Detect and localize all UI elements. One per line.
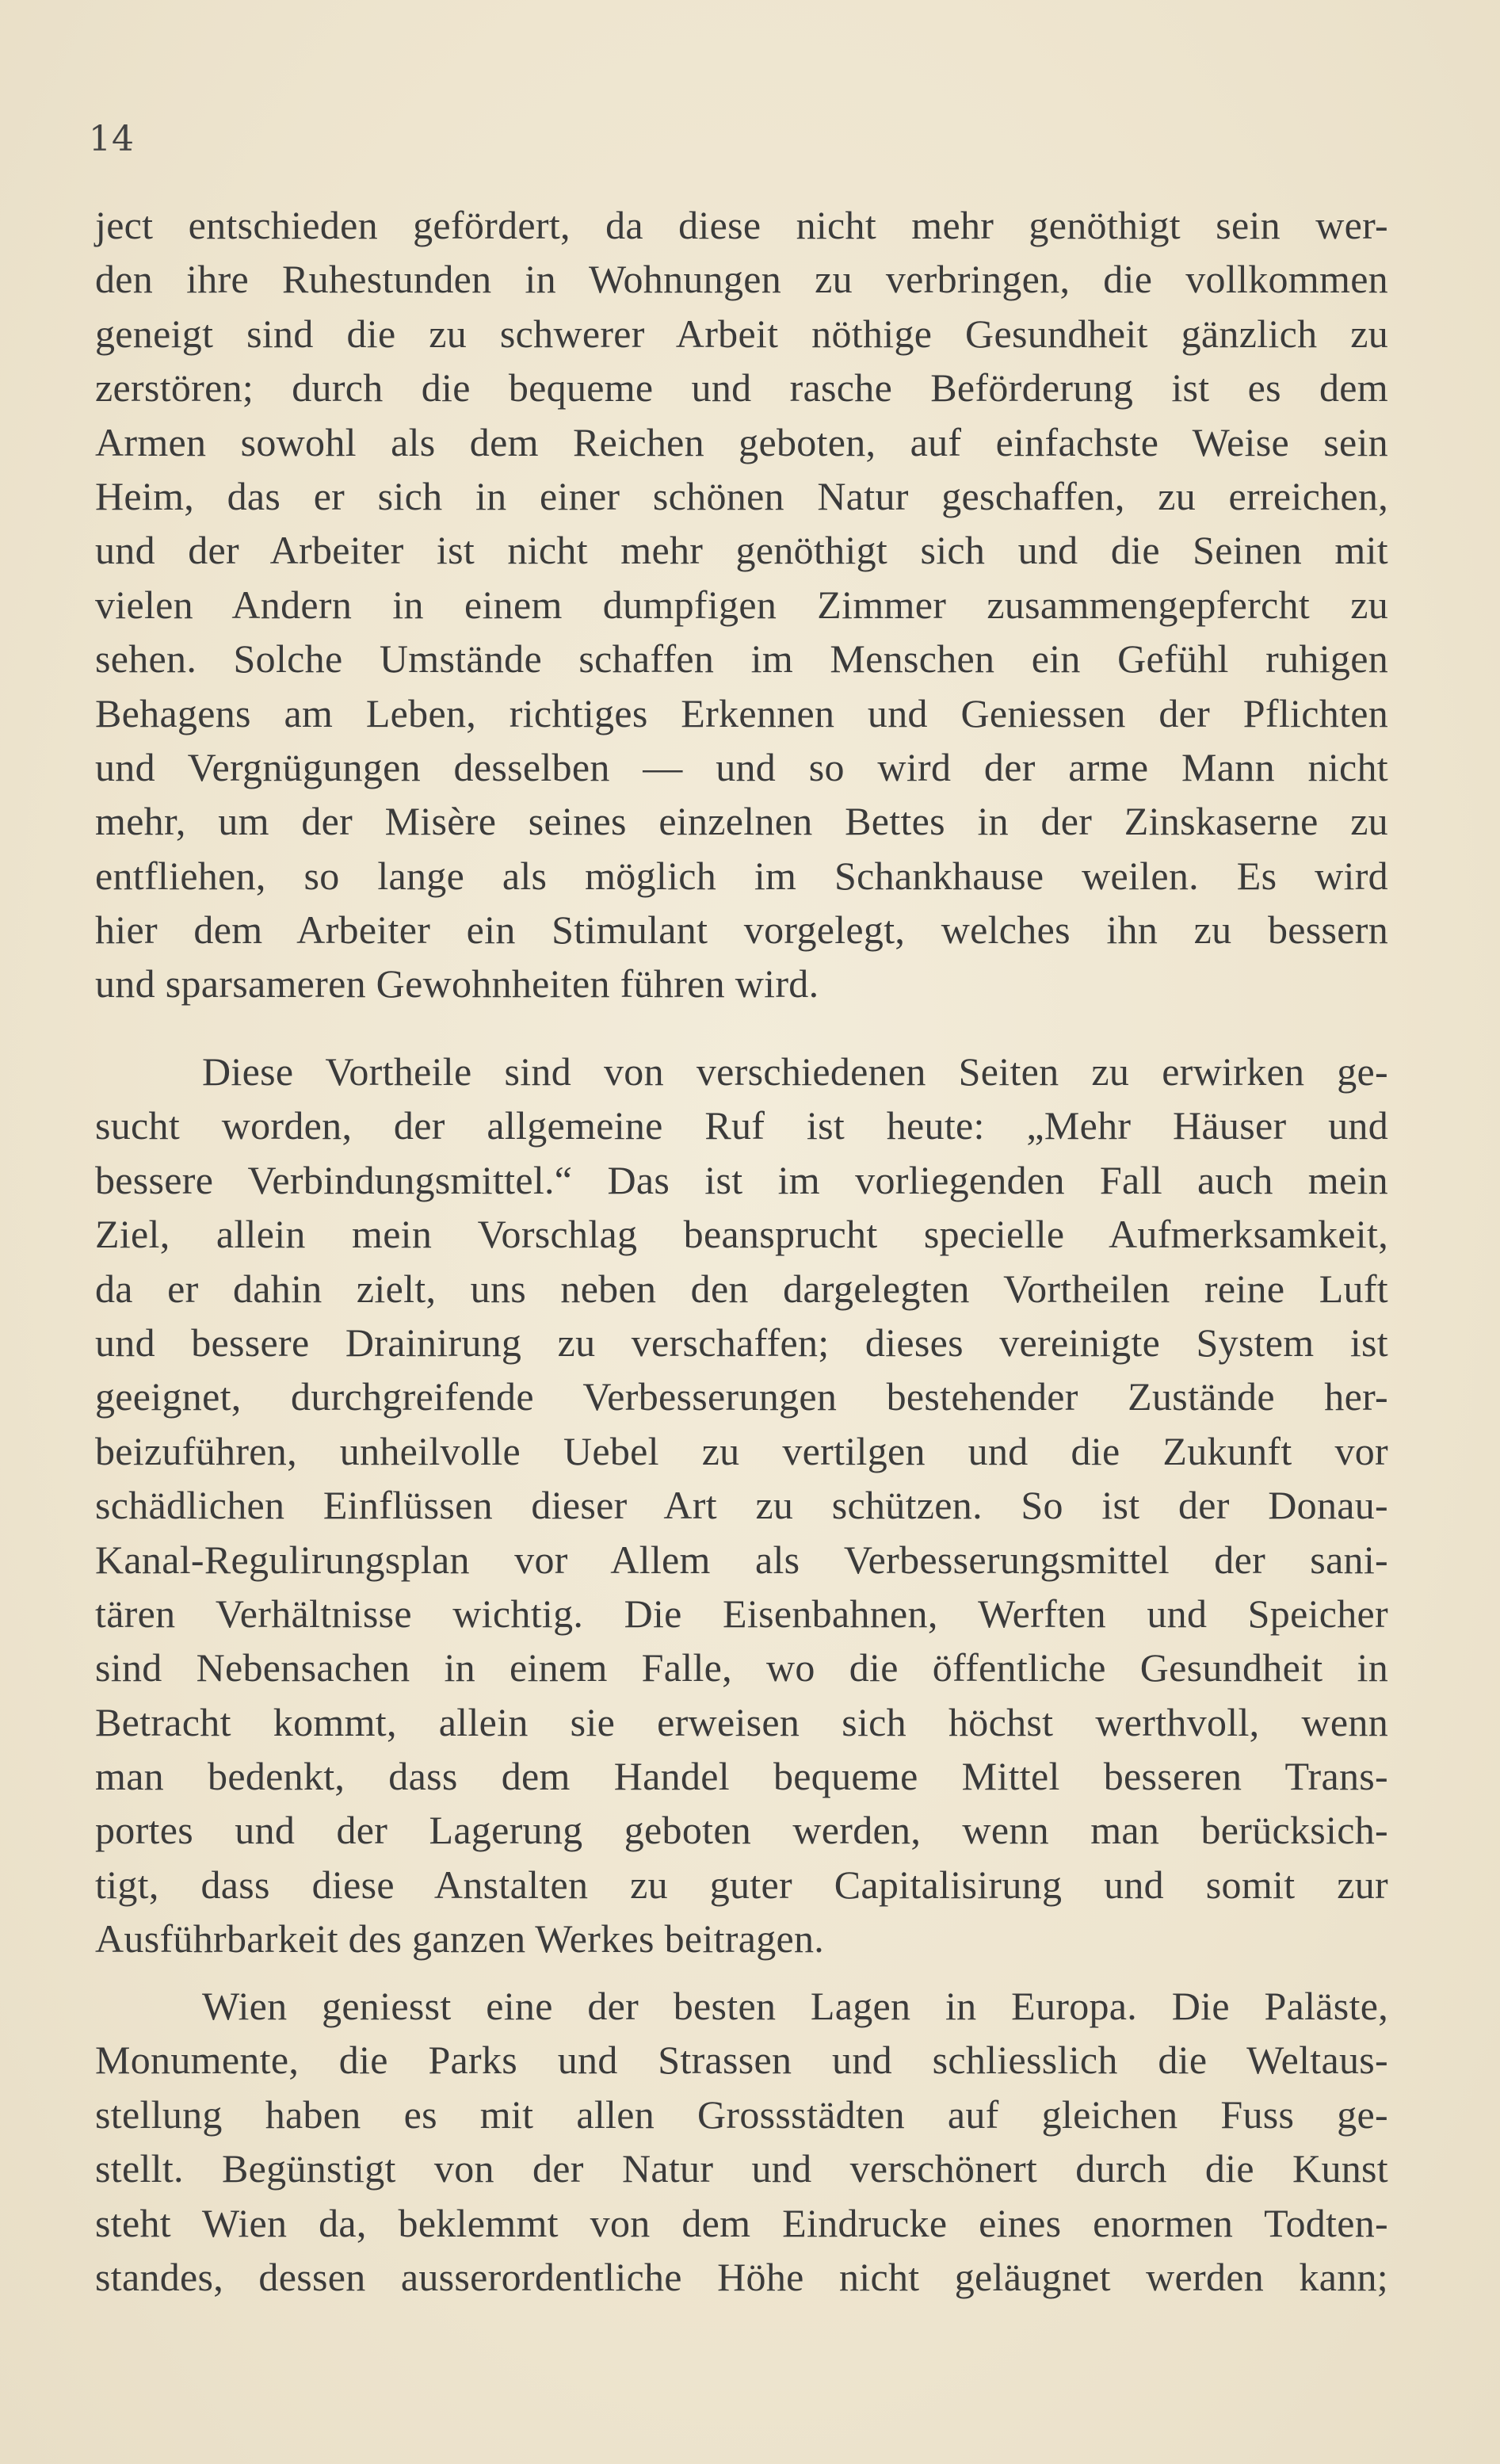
text-line: steht Wien da, beklemmt von dem Eindrucke eines enormen Todten- [95,2200,1388,2245]
text-line: und Vergnügungen desselben — und so wird der arme Mann nicht [95,744,1388,789]
paragraph-1 [95,198,1388,1011]
text-line: Armen sowohl als dem Reichen geboten, auf einfachste Weise sein [95,419,1388,464]
text-line: Heim, das er sich in einer schönen Natur geschaffen, zu erreichen, [95,473,1388,518]
page-number: 14 [89,119,135,159]
text-line: Ziel, allein mein Vorschlag beansprucht specielle Aufmerksamkeit, [95,1212,1388,1257]
text-line: zerstören; durch die bequeme und rasche Beförderung ist es dem [95,365,1388,411]
text-line: da er dahin zielt, uns neben den dargelegten Vortheilen reine Luft [95,1266,1388,1311]
text-line: Kanal-Regulirungsplan vor Allem als Verbesserungsmittel der sani- [95,1537,1388,1582]
text-line: man bedenkt, dass dem Handel bequeme Mittel besseren Trans- [95,1754,1388,1799]
text-line: tären Verhältnisse wichtig. Die Eisenbahnen, Werften und Speicher [95,1591,1388,1636]
text-line: bessere Verbindungsmittel.“ Das ist im vorliegenden Fall auch mein [95,1157,1388,1202]
text-line: tigt, dass diese Anstalten zu guter Capitalisirung und somit zur [95,1862,1388,1907]
paragraph-3 [95,1979,1388,2304]
text-line: Diese Vortheile sind von verschiedenen Seiten zu erwirken ge- [202,1049,1388,1094]
text-line: geneigt sind die zu schwerer Arbeit nöthige Gesundheit gänzlich zu [95,311,1388,356]
text-line: und bessere Drainirung zu verschaffen; dieses vereinigte System ist [95,1320,1388,1365]
text-line: standes, dessen ausserordentliche Höhe nicht geläugnet werden kann; [95,2254,1388,2299]
text-line: Betracht kommt, allein sie erweisen sich höchst werthvoll, wenn [95,1699,1388,1744]
text-line: ject entschieden gefördert, da diese nicht mehr genöthigt sein wer- [95,203,1388,247]
text-line: sucht worden, der allgemeine Ruf ist heute: „Mehr Häuser und [95,1103,1388,1148]
text-line: geeignet, durchgreifende Verbesserungen bestehender Zustände her- [95,1374,1388,1419]
text-line: vielen Andern in einem dumpfigen Zimmer zusammengepfercht zu [95,582,1388,627]
text-line: hier dem Arbeiter ein Stimulant vorgelegt, welches ihn zu bessern [95,907,1388,953]
text-line: und der Arbeiter ist nicht mehr genöthigt sich und die Seinen mit [95,528,1388,573]
text-line: den ihre Ruhestunden in Wohnungen zu verbringen, die vollkommen [95,257,1388,302]
text-line: sind Nebensachen in einem Falle, wo die öffentliche Gesundheit in [95,1645,1388,1690]
text-line: Monumente, die Parks und Strassen und schliesslich die Weltaus- [95,2038,1388,2083]
paragraph-2 [95,1045,1388,1966]
text-line: stellt. Begünstigt von der Natur und verschönert durch die Kunst [95,2146,1388,2191]
text-line: sehen. Solche Umstände schaffen im Menschen ein Gefühl ruhigen [95,636,1388,682]
text-line: stellung haben es mit allen Grossstädten auf gleichen Fuss ge- [95,2092,1388,2137]
text-line: und sparsameren Gewohnheiten führen wird. [95,961,819,1007]
text-line: portes und der Lagerung geboten werden, wenn man berücksich- [95,1808,1388,1853]
text-line: Wien geniesst eine der besten Lagen in Europa. Die Paläste, [202,1984,1388,2028]
text-line: Behagens am Leben, richtiges Erkennen und Geniessen der Pflichten [95,690,1388,735]
text-line: beizuführen, unheilvolle Uebel zu vertilgen und die Zukunft vor [95,1428,1388,1473]
text-line: mehr, um der Misère seines einzelnen Bettes in der Zinskaserne zu [95,799,1388,844]
text-line: Ausführbarkeit des ganzen Werkes beitragen. [95,1916,825,1962]
text-line: schädlichen Einflüssen dieser Art zu schützen. So ist der Donau- [95,1483,1388,1528]
text-line: entfliehen, so lange als möglich im Schankhause weilen. Es wird [95,853,1388,898]
